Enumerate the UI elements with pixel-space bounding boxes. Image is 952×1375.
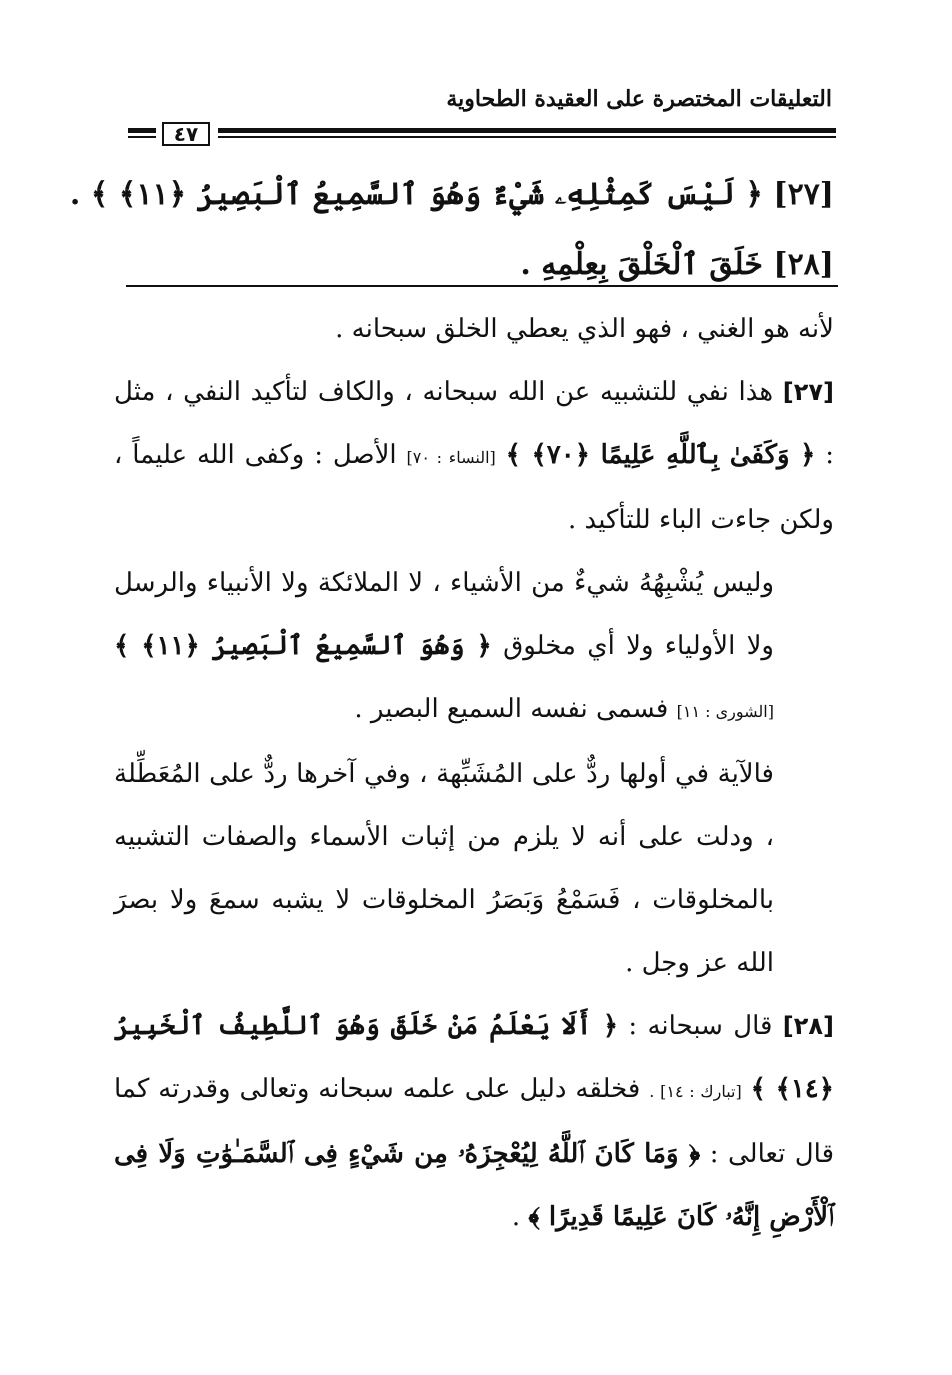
commentary-paragraph: فالآية في أولها ردٌّ على المُشَبِّهة ، وفي آخرها ردٌّ على المُعَطِّلة ، ودلت على أنه لا يلزم من إثبات الأسماء والصفات التشبيه بالمخلوقات ، فَسَمْعُ وَبَصَرُ المخلوقات لا يشبه سمعَ ولا بصرَ الله عز وجل . (114, 759, 774, 978)
verse-citation: [النساء : ٧٠] (406, 448, 496, 467)
commentary-paragraph: لأنه هو الغني ، فهو الذي يعطي الخلق سبحانه . (335, 314, 834, 344)
commentary-block (114, 298, 834, 1249)
verse-citation: [الشورى : ١١] (676, 702, 774, 721)
paragraph-text: قال سبحانه : (628, 1011, 773, 1041)
header-rule-left-thick (128, 128, 156, 133)
matn-number: [٢٨] (773, 247, 834, 282)
matn-line-27 (69, 160, 834, 230)
matn-text: ﴿ لَيْسَ كَمِثْلِهِۦ شَيْءٌ وَهُوَ ٱلسَّمِيعُ ٱلْبَصِيرُ ﴿١١﴾ ﴾ . (69, 177, 763, 212)
paragraph-text: هذا نفي للتشبيه عن الله سبحانه ، والكاف لتأكيد النفي ، مثل : (114, 377, 835, 470)
paragraph-text: فسمى نفسه السميع البصير . (354, 694, 669, 724)
note-number: [٢٨] (782, 1012, 835, 1040)
matn-text: خَلَقَ ٱلْخَلْقَ بِعِلْمِهِ . (520, 247, 763, 282)
header-rule-left-thin (128, 136, 156, 138)
quran-quote: ﴿ وَكَفَىٰ بِٱللَّهِ عَلِيمًا ﴿٧٠﴾ ﴾ (505, 440, 816, 470)
matn-number: [٢٧] (773, 177, 834, 212)
matn-line-28 (114, 230, 834, 300)
commentary-paragraph-27 (114, 361, 834, 552)
paragraph-text: وليس يُشْبِهُهُ شيءٌ من الأشياء ، لا الملائكة ولا الأنبياء والرسل ولا الأولياء ولا أي مخلوق (114, 568, 774, 661)
header-rule (128, 122, 836, 150)
note-number: [٢٧] (782, 378, 834, 406)
quran-quote: ﴿ أَلَا يَعْلَمُ مَنْ خَلَقَ وَهُوَ ٱللَّطِيفُ ٱلْخَبِيرُ ﴿١٤﴾ ﴾ (114, 1011, 834, 1104)
commentary-paragraph-28 (114, 995, 834, 1249)
running-title: التعليقات المختصرة على العقيدة الطحاوية (446, 86, 832, 112)
quran-quote: ﴿ وَهُوَ ٱلسَّمِيعُ ٱلْبَصِيرُ ﴿١١﴾ ﴾ (114, 631, 492, 661)
quran-quote: ﴿ وَمَا كَانَ ٱللَّهُ لِيُعْجِزَهُۥ مِن شَيْءٍ فِى ٱلسَّمَـٰوَٰتِ وَلَا فِى ٱلْأَرْضِ إِنَّهُۥ كَانَ عَلِيمًا قَدِيرًا ﴾ (114, 1139, 834, 1232)
verse-citation: [تبارك : ١٤] . (649, 1082, 742, 1101)
commentary-paragraph (114, 552, 834, 743)
paragraph-text: فخلقه دليل على علمه سبحانه وتعالى وقدرته كما قال تعالى : (114, 1074, 835, 1169)
matn-separator-rule (126, 285, 838, 287)
page-number: ٤٧ (162, 122, 210, 146)
paragraph-end: . (511, 1202, 529, 1232)
header-rule-thin (218, 136, 836, 138)
paragraph-text: الأصل : وكفى الله عليماً ، ولكن جاءت الباء للتأكيد . (114, 440, 834, 535)
header-rule-thick (218, 128, 836, 133)
matn-block (69, 160, 834, 300)
